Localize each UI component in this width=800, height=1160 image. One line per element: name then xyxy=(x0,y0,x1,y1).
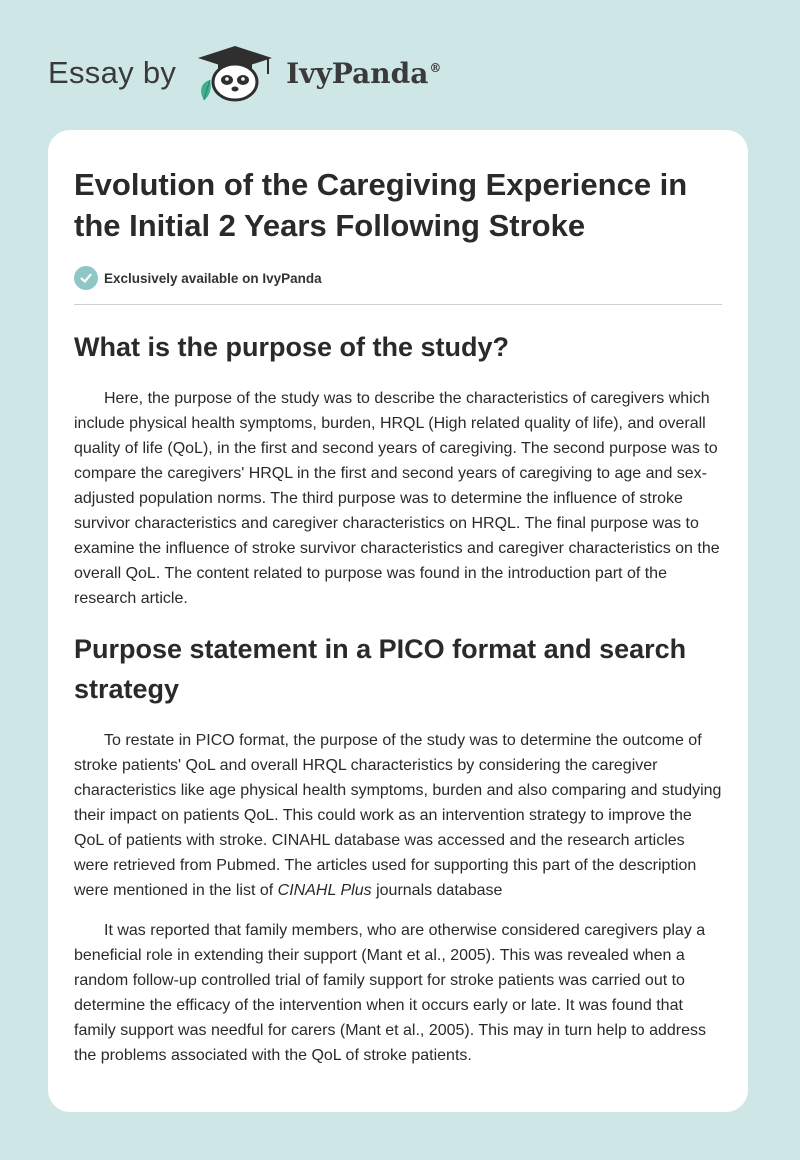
checkmark-icon xyxy=(74,266,98,290)
registered-mark: ® xyxy=(429,61,442,76)
badge-label: Exclusively available on IvyPanda xyxy=(104,270,322,286)
section-heading-pico: Purpose statement in a PICO format and search strategy xyxy=(74,634,687,704)
journal-name-emphasis: CINAHL Plus xyxy=(277,882,372,899)
brand-prefix: Essay by xyxy=(48,55,177,90)
paragraph: It was reported that family members, who are otherwise considered caregivers play a beneficial role in extending their support (Mant et al., 2005). This was revealed when a random follow-up controlled trial of family support for stroke patients was carried out to determine the efficacy of the intervention when it occurs early or late. It was found that family support was needful for carers (Mant et al., 2005). This may in turn help to address the problems associated with the QoL of stroke patients. xyxy=(74,922,706,1064)
brand-name[interactable]: IvyPanda® xyxy=(286,56,442,90)
article-card xyxy=(48,130,748,1112)
paragraph: Here, the purpose of the study was to describe the characteristics of caregivers which include physical health symptoms, burden, HRQL (High related quality of life), and overall quality of life (QoL), in the first and second years of caregiving. The second purpose was to compare the caregivers' HRQL in the first and second years of caregiving to age and sex-adjusted population norms. The third purpose was to determine the influence of stroke survivor characteristics and caregiver characteristics on HRQL. The final purpose was to examine the influence of stroke survivor characteristics and caregiver characteristics on the overall QoL. The content related to purpose was found in the introduction part of the research article. xyxy=(74,390,720,607)
brand-header xyxy=(48,38,441,108)
exclusive-badge xyxy=(74,266,722,290)
section-heading-purpose: What is the purpose of the study? xyxy=(74,332,510,362)
divider xyxy=(74,304,722,305)
page-title: Evolution of the Caregiving Experience in the Initial 2 Years Following Stroke xyxy=(74,167,688,243)
paragraph: To restate in PICO format, the purpose of the study was to determine the outcome of stroke patients' QoL and overall HRQL characteristics by considering the caregiver characteristics like age physical health symptoms, burden and also comparing and studying their impact on patients QoL. This could work as an intervention strategy to improve the QoL of patients with stroke. CINAHL database was accessed and the research articles were retrieved from Pubmed. The articles used for supporting this part of the description were mentioned in the list of CINAHL Plus journals database xyxy=(74,732,722,899)
panda-logo-icon xyxy=(190,42,280,104)
